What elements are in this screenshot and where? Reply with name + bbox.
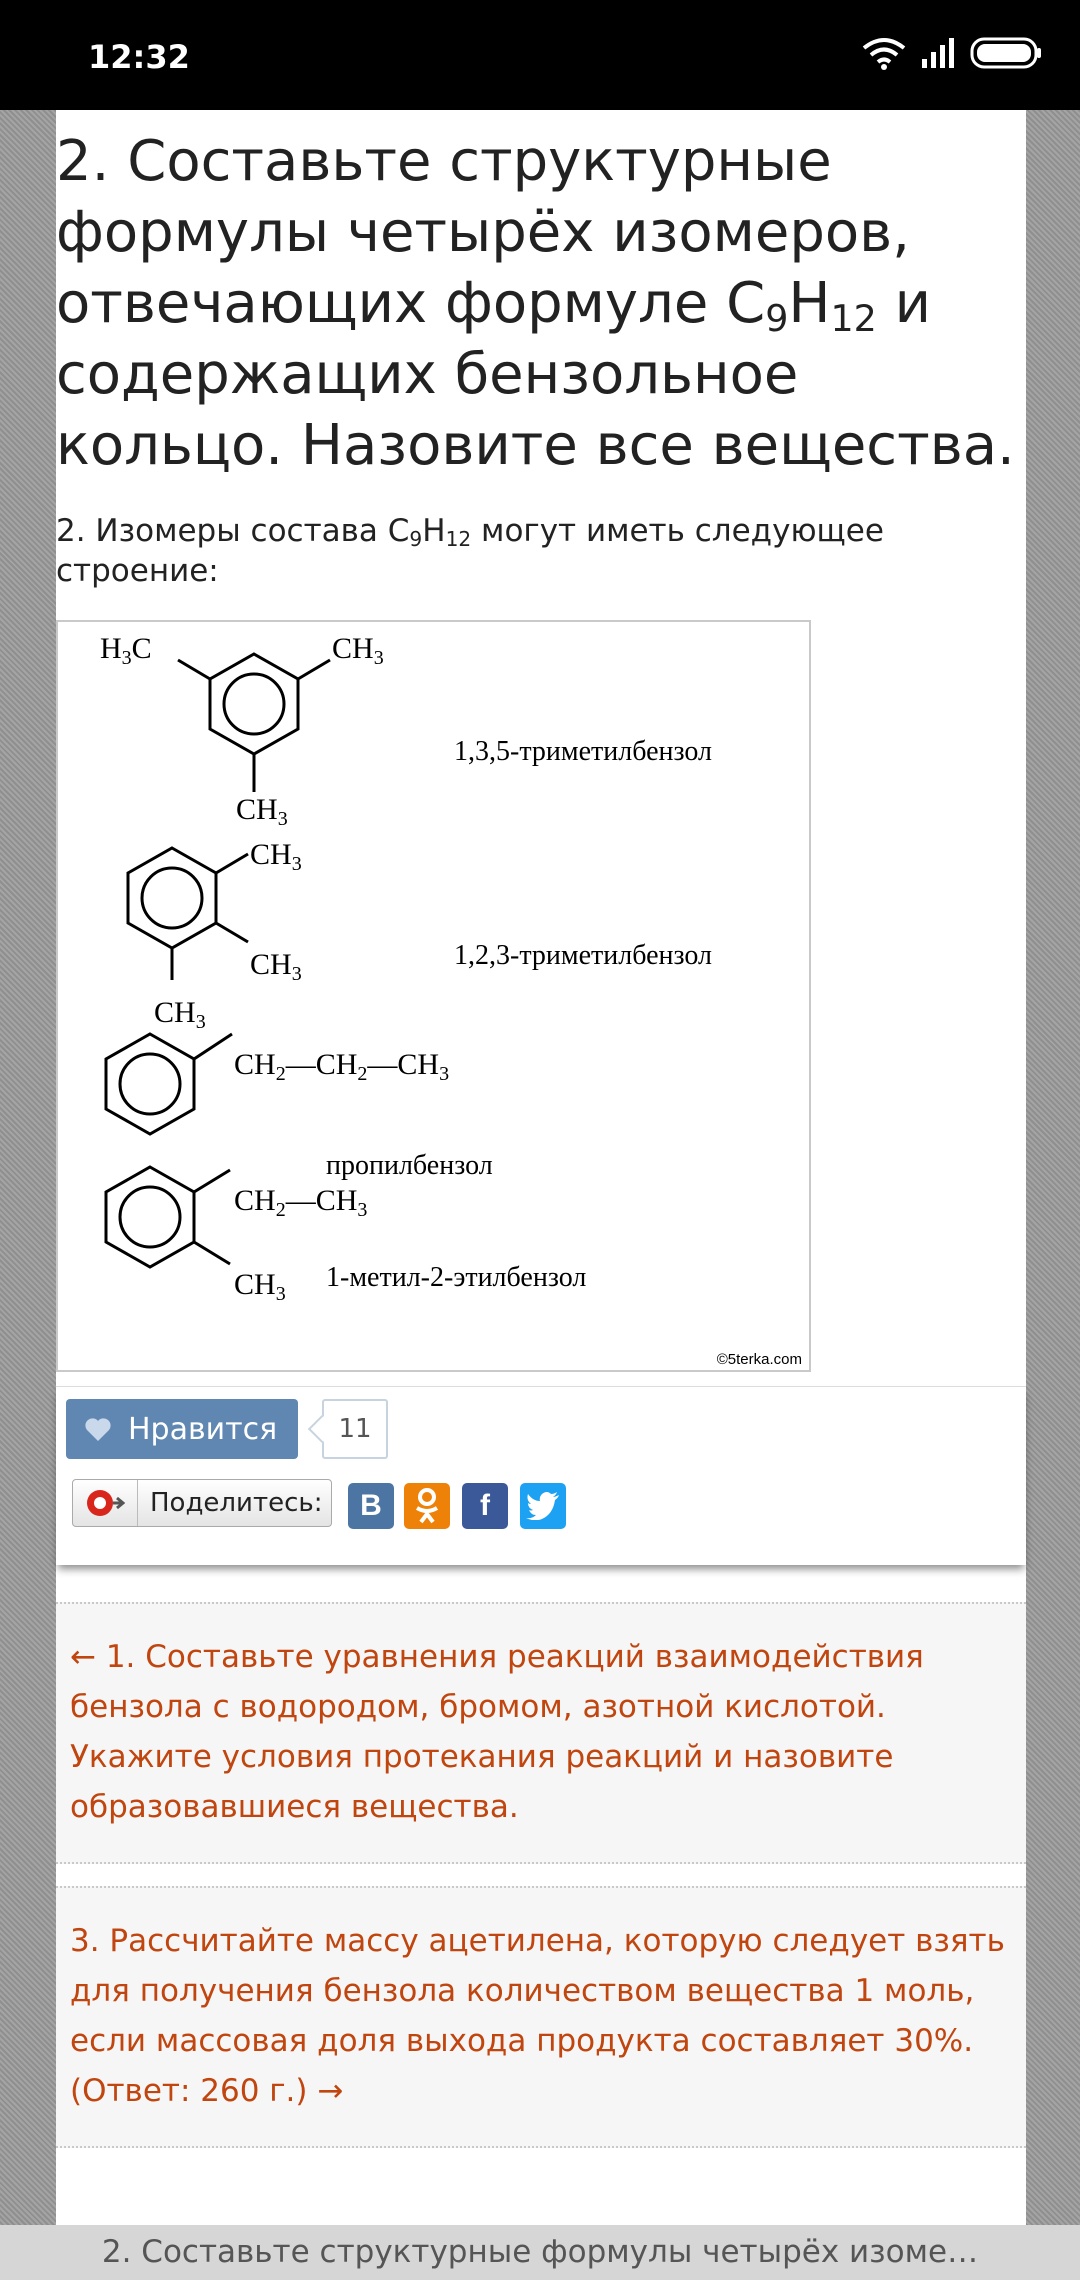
isomer-name-3: пропилбензол: [326, 1150, 493, 1181]
share-button[interactable]: [72, 1479, 332, 1527]
like-label: Нравится: [128, 1411, 278, 1447]
sticky-title-bar[interactable]: 2. Составьте структурные формулы четырёх изоме…: [0, 2225, 1080, 2280]
heart-icon: [84, 1416, 112, 1442]
ch3-label: $CH_3$: [250, 948, 302, 985]
next-link-text[interactable]: 3. Рассчитайте массу ацетилена, которую следует взять для получения бензола количеством вещества 1 моль, если массовая доля выхода продукта составляет 30%. (Ответ: 260 г.) →: [70, 1923, 1005, 2109]
isomer-name-4: 1-метил-2-этилбензол: [326, 1262, 587, 1293]
status-bar: [0, 0, 1080, 110]
signal-icon: [920, 37, 956, 69]
ch3-label: $CH_3$: [154, 996, 206, 1033]
isomer-name-2: 1,2,3-триметилбензол: [454, 940, 713, 971]
watermark: ©5terka.com: [716, 1351, 802, 1368]
article: [56, 110, 1026, 2225]
wifi-icon: [862, 36, 906, 70]
vk-share-icon[interactable]: B: [348, 1483, 394, 1529]
answer-intro: 2. Изомеры состава $C_9H_{12}$ могут иметь следующее строение:: [56, 513, 884, 589]
aromatic-circle-1: [224, 674, 284, 734]
battery-icon: [970, 37, 1042, 69]
isomer-name-1: 1,3,5-триметилбензол: [454, 736, 713, 767]
isomers-figure: [56, 620, 811, 1372]
status-icons: [862, 36, 1042, 70]
ch3-label: $CH_3$: [250, 838, 302, 875]
ch3-label: $CH_3$: [332, 632, 384, 669]
share-icon: [73, 1480, 138, 1526]
ok-share-icon[interactable]: [404, 1483, 450, 1529]
aromatic-circle-3: [120, 1054, 180, 1114]
propyl-chain-label: $CH_2—CH_2—CH_3$: [234, 1048, 450, 1085]
aromatic-circle-2: [142, 868, 202, 928]
twitter-share-icon[interactable]: [520, 1483, 566, 1529]
facebook-share-icon[interactable]: f: [462, 1483, 508, 1529]
share-label: Поделитесь:: [150, 1488, 323, 1518]
status-time: 12:32: [88, 38, 190, 76]
ethyl-chain-label: $CH_2—CH_3$: [234, 1184, 368, 1221]
ch3-label: $CH_3$: [234, 1268, 286, 1305]
prev-link-text[interactable]: ← 1. Составьте уравнения реакций взаимодействия бензола с водородом, бромом, азотной кислотой. Укажите условия протекания реакций и назовите образовавшиеся вещества.: [70, 1639, 924, 1825]
like-button[interactable]: [66, 1399, 298, 1459]
article-title: 2. Составьте структурные формулы четырёх изомеров, отвечающих формуле $C_9H_{12}$ и содержащих бензольное кольцо. Назовите все вещества.: [56, 129, 1015, 478]
social-panel: [56, 1386, 1026, 1565]
ch3-label: $CH_3$: [236, 793, 288, 830]
h3c-label: $H_3C$: [100, 632, 152, 669]
structural-formulas-image: [58, 622, 809, 1370]
prev-link[interactable]: [56, 1602, 1026, 1864]
like-count: 11: [322, 1399, 388, 1459]
aromatic-circle-4: [120, 1187, 180, 1247]
next-link[interactable]: [56, 1886, 1026, 2148]
